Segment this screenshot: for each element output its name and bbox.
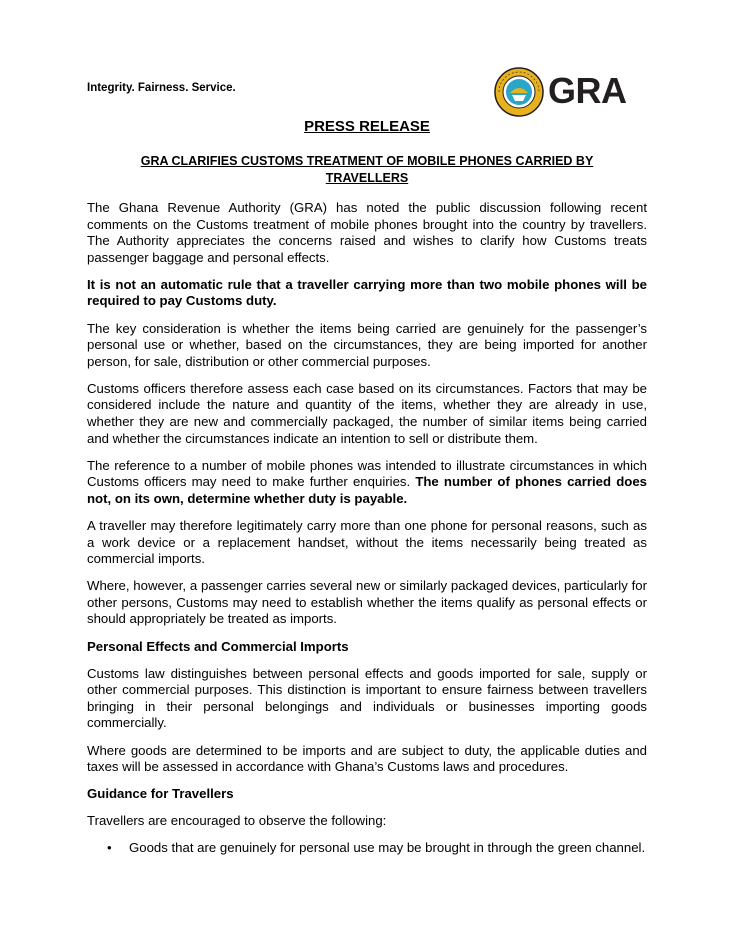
paragraph: Travellers are encouraged to observe the following: bbox=[87, 813, 387, 829]
headline: GRA CLARIFIES CUSTOMS TREATMENT OF MOBILE PHONES CARRIED BY TRAVELLERS bbox=[140, 154, 594, 185]
guidance-list bbox=[87, 840, 647, 857]
bold-statement: It is not an automatic rule that a traveller carrying more than two mobile phones will be required to pay Customs duty. bbox=[87, 276, 647, 309]
paragraph: Customs law distinguishes between personal effects and goods imported for sale, supply or other commercial purposes. This distinction is important to ensure fairness between travellers bringing in their personal belongings and individuals or businesses importing goods commercially. bbox=[87, 665, 647, 731]
press-release-title: PRESS RELEASE bbox=[304, 118, 430, 135]
paragraph-bold bbox=[87, 277, 647, 310]
paragraph: The Ghana Revenue Authority (GRA) has noted the public discussion following recent comments on the Customs treatment of mobile phones brought into the country by travellers. The Authority appreciates the concerns raised and wishes to clarify how Customs treats passenger baggage and personal effects. bbox=[87, 200, 647, 265]
section-heading: Guidance for Travellers bbox=[87, 786, 234, 802]
paragraph: Where, however, a passenger carries several new or similarly packaged devices, particularly for other persons, Customs may need to establish whether the items qualify as personal effects or should appropriately be treated as imports. bbox=[87, 578, 647, 627]
paragraph-text: The reference to a number of mobile phones was intended to illustrate circumstances in which Customs officers may need to make further enquiries. bbox=[87, 457, 647, 490]
section-heading: Personal Effects and Commercial Imports bbox=[87, 638, 349, 654]
bold-statement: The number of phones carried does not, on its own, determine whether duty is payable. bbox=[87, 474, 647, 506]
logo-text: GRA bbox=[548, 70, 627, 111]
list-item bbox=[87, 840, 647, 857]
paragraph: Customs officers therefore assess each case based on its circumstances. Factors that may be considered include the nature and quantity of the items, whether they are already in use, whether they are new and commercially packaged, the number of similar items being carried and whether the circumstances indicate an intention to sell or distribute them. bbox=[87, 380, 647, 446]
gra-logo bbox=[493, 66, 633, 118]
paragraph bbox=[87, 458, 647, 508]
paragraph: Where goods are determined to be imports and are subject to duty, the applicable duties and taxes will be assessed in accordance with Ghana’s Customs laws and procedures. bbox=[87, 742, 647, 775]
list-item-text: Goods that are genuinely for personal use may be brought in through the green channel. bbox=[129, 840, 646, 856]
paragraph: A traveller may therefore legitimately carry more than one phone for personal reasons, such as a work device or a replacement handset, without the items necessarily being treated as commercial imports. bbox=[87, 518, 647, 567]
article-body bbox=[87, 200, 647, 857]
paragraph: The key consideration is whether the items being carried are genuinely for the passenger’s personal use or whether, based on the circumstances, they are being imported for another person, for sale, distribution or other commercial purposes. bbox=[87, 320, 647, 369]
bullet-icon: • bbox=[107, 840, 112, 856]
gra-emblem-icon bbox=[493, 66, 545, 118]
tagline: Integrity. Fairness. Service. bbox=[87, 82, 236, 94]
